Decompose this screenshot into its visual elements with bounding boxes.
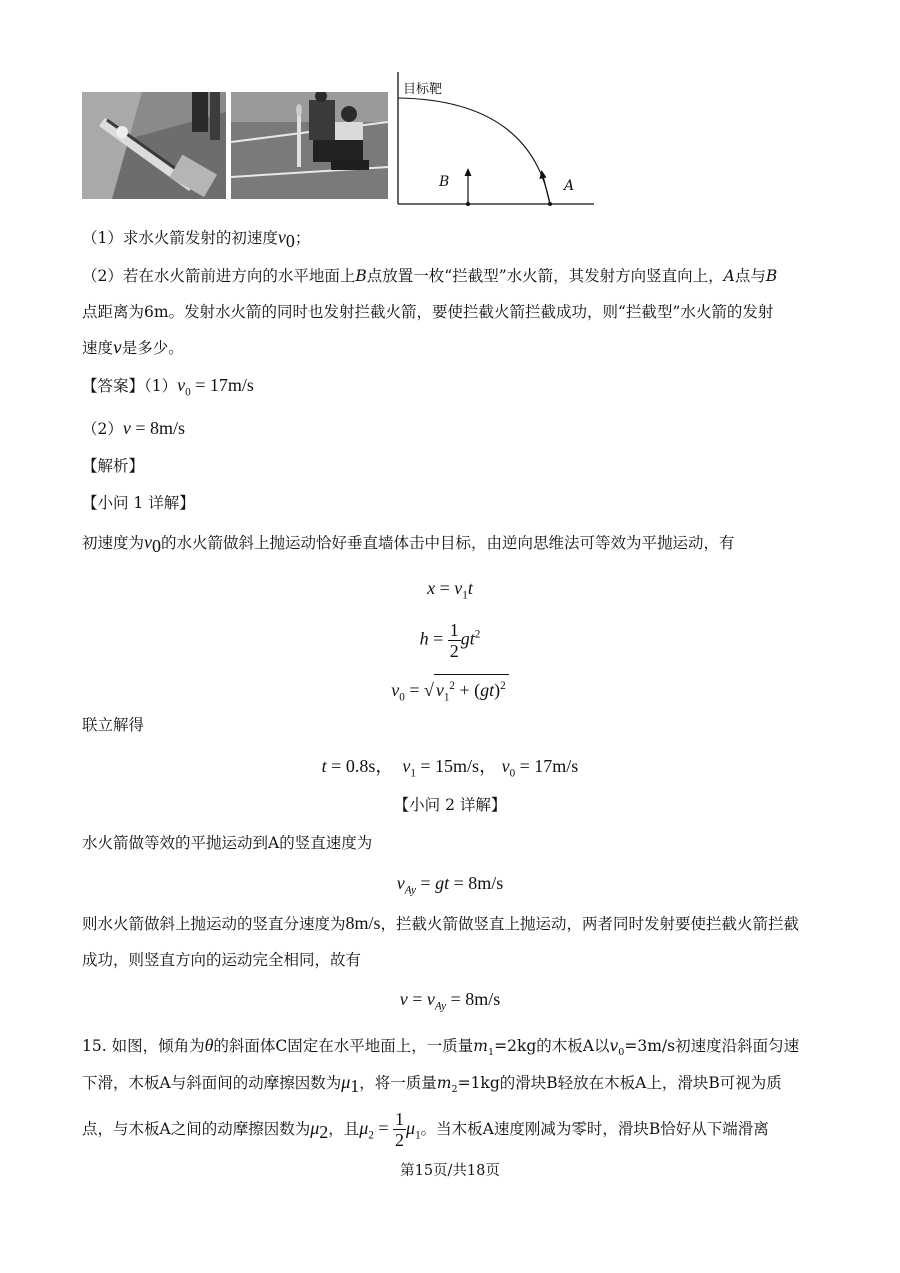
question-2-line-1: （2）若在水火箭前进方向的水平地面上B点放置一枚“拦截型”水火箭，其发射方向竖直向上，A点与B [82,267,778,285]
question-15-line-3: 点，与木板A之间的动摩擦因数为$\mu_2$，且$\mu_2$ = $\frac{1}{2}$ $\mu_1$。当木板A速度刚减为零时，滑块B恰好从下端滑离 [82,1109,769,1151]
joint-solve-text: 联立解得 [82,716,145,734]
sub-question-2-text-2: 则水火箭做斜上抛运动的竖直分速度为8m/s，拦截火箭做竖直上抛运动，两者同时发射要使拦截火箭拦截 [82,913,800,933]
equation-h: h = $\frac{1}{2}$ $gt^2$ [419,620,481,661]
equation-v: $v = v_{Ay} = 8m/s$ [399,989,501,1013]
equation-results: t = 0.8s， $v_1 = 15m/s$， $v_0 = 17m/s$ [321,756,579,780]
rocket-launcher-photo [82,92,226,199]
students-launching-photo [231,92,388,199]
answer-2: （2）v = 8m/s [82,418,186,438]
equation-v0: $v_0$ = √ $v_1^2 + (gt)^2$ [0,674,900,709]
point-a-dot [548,202,552,206]
analysis-label: 【解析】 [82,457,145,475]
page-number: 第15页/共18页 [400,1163,500,1179]
point-a-label: A [564,178,575,194]
trajectory-diagram [390,70,600,210]
sub-question-1-text: 初速度为$v_0$的水火箭做斜上抛运动恰好垂直墙体击中目标，由逆向思维法可等效为平抛运动，有 [82,532,735,557]
question-15-line-2: 下滑，木板A与斜面间的动摩擦因数为$\mu_1$，将一质量$m_2=1kg$的滑块B轻放在木板A上，滑块B可视为质 [82,1072,782,1097]
equation-vay: $v_{Ay}$ = gt = 8m/s [396,873,504,897]
target-label: 目标靶 [403,82,443,97]
answer-1: 【答案】$(1)v_0 = 17m/s$ [82,375,254,399]
question-15-line-1: 15. 如图，倾角为θ的斜面体C固定在水平地面上，一质量$m_1=2kg$的木板A以$v_0=3m/s$初速度沿斜面匀速 [82,1035,800,1059]
sub-question-2-title: 【小问 2 详解】 [393,796,507,814]
rocket-arrowhead [540,170,547,179]
rocket-velocity-arrow [543,176,550,204]
trajectory-curve [398,98,550,204]
sub-question-1-title: 【小问 1 详解】 [82,494,195,512]
question-1: （1）求水火箭发射的初速度$v_0$； [82,227,311,252]
point-b-dot [466,202,470,206]
sub-question-2-text-1: 水火箭做等效的平抛运动到A的竖直速度为 [82,834,373,852]
equation-x: $x = v_1t$ [427,578,473,602]
sub-question-2-text-3: 成功，则竖直方向的运动完全相同，故有 [82,951,362,969]
question-2-line-3: 速度v是多少。 [82,339,184,357]
question-2-line-2: 点距离为6m。发射水火箭的同时也发射拦截火箭，要使拦截火箭拦截成功，则“拦截型”水火箭的发射 [82,303,774,321]
point-b-label: B [439,174,450,190]
interceptor-arrowhead [465,168,472,176]
